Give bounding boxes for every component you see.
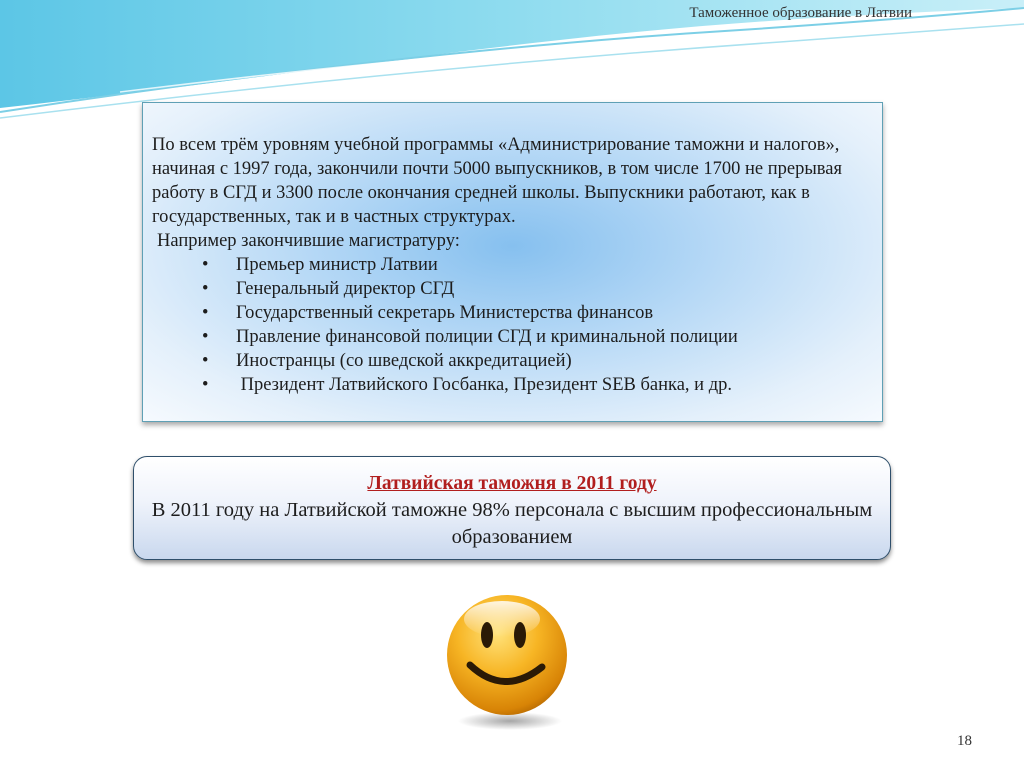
list-item-text: Президент Латвийского Госбанка, Президент SEB банка, и др. <box>236 375 732 395</box>
smiley-image <box>432 585 583 736</box>
list-item-text: Премьер министр Латвии <box>236 255 438 275</box>
slide-title: Таможенное образование в Латвии <box>689 5 912 21</box>
list-item-text: Генеральный директор СГД <box>236 279 455 299</box>
list-item-text: Государственный секретарь Министерства финансов <box>236 303 654 323</box>
bullet-icon: • <box>202 279 209 299</box>
graduates-list <box>152 253 858 397</box>
customs-2011-text: В 2011 году на Латвийской таможне 98% персонала с высшим профессиональным образованием <box>151 499 873 548</box>
masters-intro-paragraph: Например закончившие магистратуру: <box>157 231 460 251</box>
bullet-icon: • <box>202 375 209 395</box>
bullet-icon: • <box>202 327 209 347</box>
list-item <box>152 349 858 373</box>
bullet-icon: • <box>202 303 209 323</box>
list-item <box>152 325 858 349</box>
list-item <box>152 277 858 301</box>
smiley-face-icon <box>432 585 583 736</box>
intro-paragraph: По всем трём уровням учебной программы «Администрирование таможни и налогов», начиная с 1997 года, закончили почти 5000 выпускников, в том числе 1700 не прерывая работу в СГД и 3300 после окончания средней школы. Выпускники работают, как в государственных, так и в частных структурах. <box>152 135 843 227</box>
bullet-icon: • <box>202 255 209 275</box>
list-item-text: Иностранцы (со шведской аккредитацией) <box>236 351 572 371</box>
list-item <box>152 373 858 397</box>
list-item <box>152 301 858 325</box>
customs-2011-heading: Латвийская таможня в 2011 году <box>367 473 657 494</box>
customs-2011-box <box>133 456 891 560</box>
list-item <box>152 253 858 277</box>
bullet-icon: • <box>202 351 209 371</box>
list-item-text: Правление финансовой полиции СГД и криминальной полиции <box>236 327 738 347</box>
page-number: 18 <box>957 733 972 749</box>
graduates-info-box <box>142 102 883 422</box>
